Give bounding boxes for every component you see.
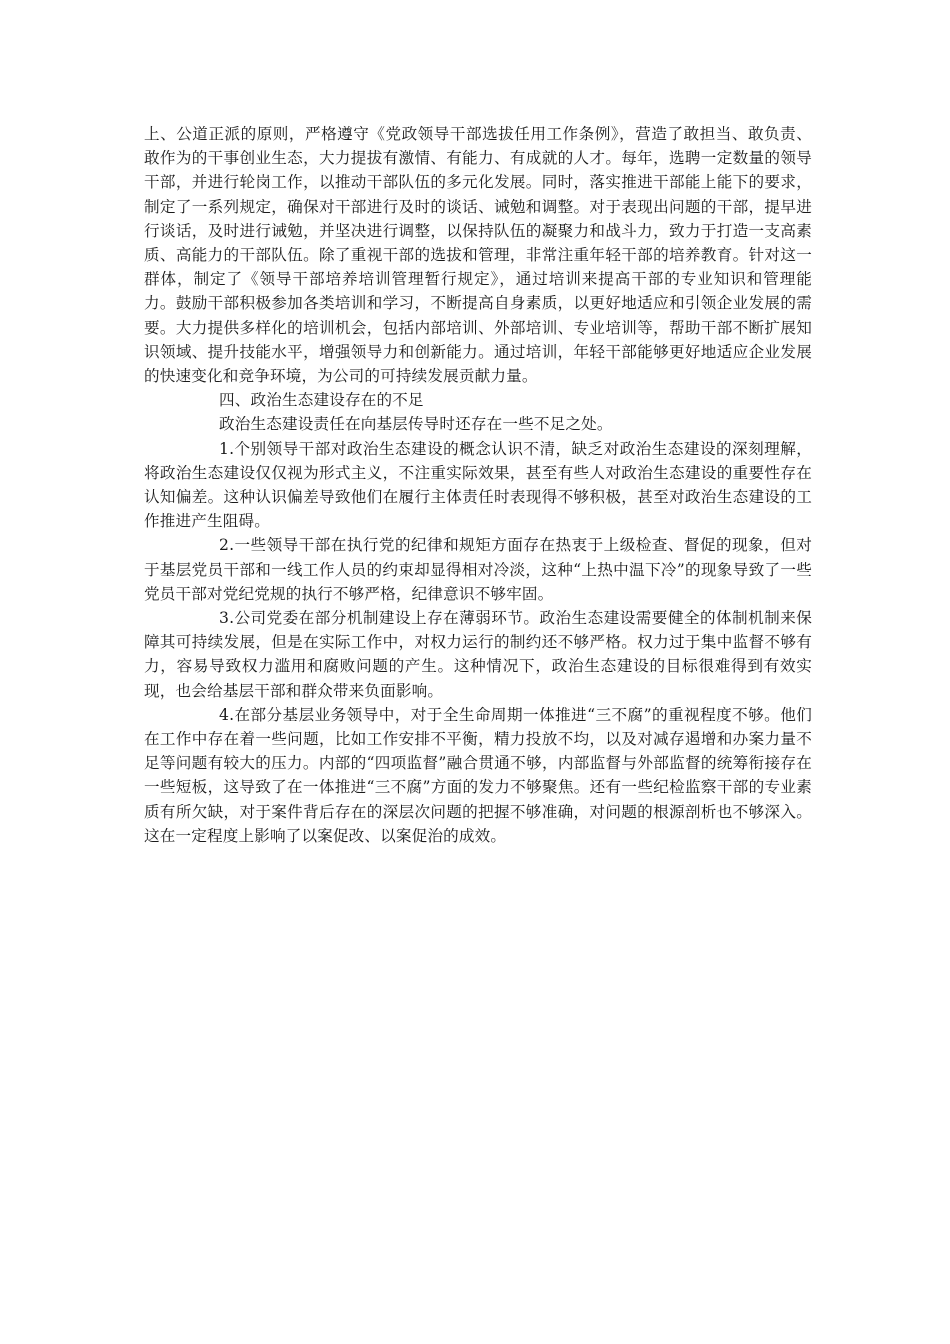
paragraph-item-1: 1.个别领导干部对政治生态建设的概念认识不清，缺乏对政治生态建设的深刻理解，将政治生态建设仅仅视为形式主义，不注重实际效果，甚至有些人对政治生态建设的重要性存在认知偏差。这种认识偏差导致他们在履行主体责任时表现得不够积极，甚至对政治生态建设的工作推进产生阻碍。	[144, 439, 812, 531]
paragraph-item-2: 2.一些领导干部在执行党的纪律和规矩方面存在热衷于上级检查、督促的现象，但对于基层党员干部和一线工作人员的约束却显得相对冷淡，这种“上热中温下冷”的现象导致了一些党员干部对党纪党规的执行不够严格，纪律意识不够牢固。	[144, 536, 812, 603]
paragraph-intro: 政治生态建设责任在向基层传导时还存在一些不足之处。	[219, 415, 613, 434]
section-heading-shortcomings: 四、政治生态建设存在的不足	[219, 391, 424, 410]
paragraph-item-3: 3.公司党委在部分机制建设上存在薄弱环节。政治生态建设需要健全的体制机制来保障其可持续发展，但是在实际工作中，对权力运行的制约还不够严格。权力过于集中监督不够有力，容易导致权力滥用和腐败问题的产生。这种情况下，政治生态建设的目标很难得到有效实现，也会给基层干部和群众带来负面影响。	[144, 609, 812, 700]
document-body	[144, 122, 812, 848]
paragraph-cadre-selection: 上、公道正派的原则，严格遵守《党政领导干部选拔任用工作条例》，营造了敢担当、敢负责、敢作为的干事创业生态，大力提拔有激情、有能力、有成就的人才。每年，选聘一定数量的领导干部，并进行轮岗工作，以推动干部队伍的多元化发展。同时，落实推进干部能上能下的要求，制定了一系列规定，确保对干部进行及时的谈话、诫勉和调整。对于表现出问题的干部，提早进行谈话，及时进行诫勉，并坚决进行调整，以保持队伍的凝聚力和战斗力，致力于打造一支高素质、高能力的干部队伍。除了重视干部的选拔和管理，非常注重年轻干部的培养教育。针对这一群体，制定了《领导干部培养培训管理暂行规定》，通过培训来提高干部的专业知识和管理能力。鼓励干部积极参加各类培训和学习，不断提高自身素质，以更好地适应和引领企业发展的需要。大力提供多样化的培训机会，包括内部培训、外部培训、专业培训等，帮助干部不断扩展知识领域、提升技能水平，增强领导力和创新能力。通过培训，年轻干部能够更好地适应企业发展的快速变化和竞争环境，为公司的可持续发展贡献力量。	[144, 125, 812, 386]
paragraph-item-4: 4.在部分基层业务领导中，对于全生命周期一体推进“三不腐”的重视程度不够。他们在工作中存在着一些问题，比如工作安排不平衡，精力投放不均，以及对减存遏增和办案力量不足等问题有较大的压力。内部的“四项监督”融合贯通不够，内部监督与外部监督的统筹衔接存在一些短板，这导致了在一体推进“三不腐”方面的发力不够聚焦。还有一些纪检监察干部的专业素质有所欠缺，对于案件背后存在的深层次问题的把握不够准确，对问题的根源剖析也不够深入。这在一定程度上影响了以案促改、以案促治的成效。	[144, 705, 812, 845]
